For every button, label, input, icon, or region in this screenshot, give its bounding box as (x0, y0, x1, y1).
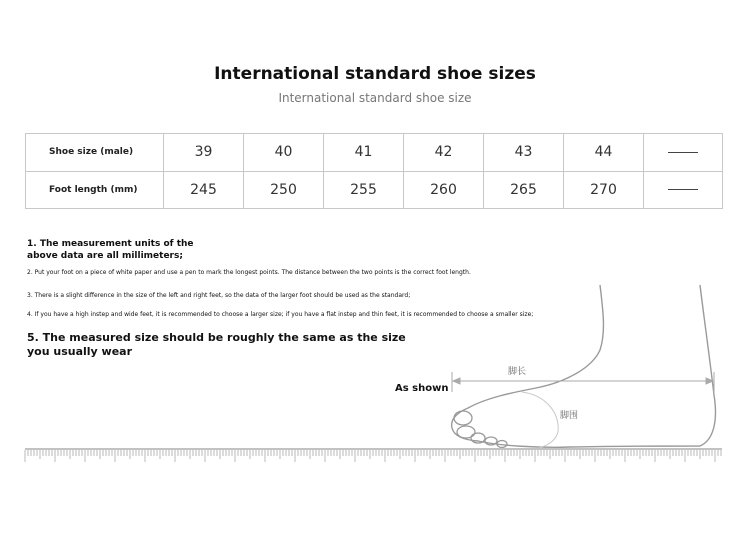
table-cell: 44 (564, 134, 644, 172)
page-title: International standard shoe sizes (214, 64, 536, 84)
foot-outline-icon (452, 285, 716, 447)
foot-circumference-label: 脚围 (560, 411, 579, 421)
table-cell: 250 (244, 171, 324, 209)
table-cell: 270 (564, 171, 644, 209)
note-2: 2. Put your foot on a piece of white paper and use a pen to mark the longest points. The distance between the two points is the correct foot length. (27, 269, 471, 276)
note-1: 1. The measurement units of the above data are all millimeters; (27, 239, 194, 261)
circumference-curve (522, 392, 558, 448)
ruler-ticks (25, 450, 721, 462)
table-cell: 39 (164, 134, 244, 172)
page-subtitle: International standard shoe size (278, 91, 472, 105)
foot-length-label: 脚长 (508, 367, 527, 377)
row-header-shoe-size: Shoe size (male) (26, 134, 164, 172)
table-cell: 245 (164, 171, 244, 209)
as-shown-label: As shown (395, 383, 449, 394)
table-cell: 41 (324, 134, 404, 172)
ruler-baseline (25, 448, 722, 450)
note-3: 3. There is a slight difference in the size of the left and right feet, so the data of the larger foot should be used as the standard; (27, 292, 411, 299)
table-cell: 260 (404, 171, 484, 209)
table-cell: 43 (484, 134, 564, 172)
note-5: 5. The measured size should be roughly the same as the size you usually wear (27, 331, 406, 358)
table-cell: 42 (404, 134, 484, 172)
table-cell: 265 (484, 171, 564, 209)
row-header-foot-length: Foot length (mm) (26, 171, 164, 209)
table-cell: 40 (244, 134, 324, 172)
table-cell: 255 (324, 171, 404, 209)
note-4: 4. If you have a high instep and wide feet, it is recommended to choose a larger size; if you have a flat instep and thin feet, it is recommended to choose a smaller size; (27, 311, 534, 318)
toes-icon (454, 411, 507, 448)
length-arrow (452, 372, 714, 392)
